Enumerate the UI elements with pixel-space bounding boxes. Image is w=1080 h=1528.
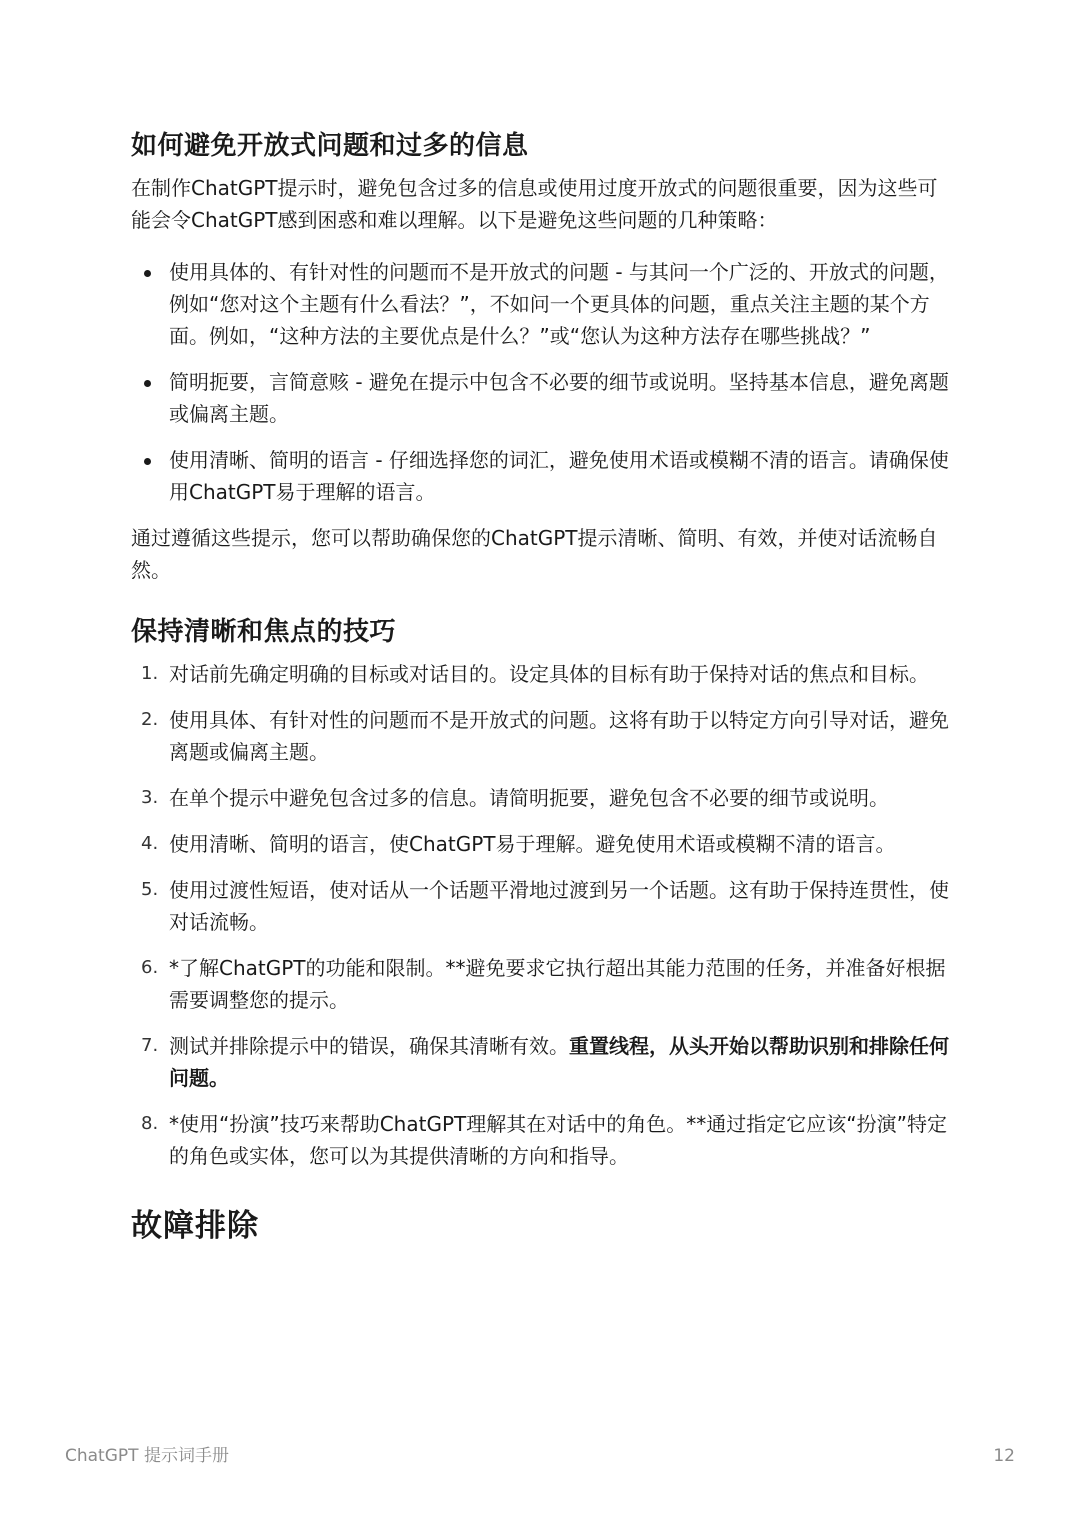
page-content	[131, 126, 951, 1248]
bullet-dot-icon	[144, 380, 151, 387]
numbered-item	[131, 828, 951, 860]
item-text: *使用“扮演”技巧来帮助ChatGPT理解其在对话中的角色。**通过指定它应该“扮演”特定的角色或实体，您可以为其提供清晰的方向和指导。	[169, 1112, 947, 1168]
bullet-item	[131, 256, 951, 352]
section-conclusion-paragraph: 通过遵循这些提示，您可以帮助确保您的ChatGPT提示清晰、简明、有效，并使对话流畅自然。	[131, 526, 938, 582]
bullet-dot-icon	[144, 458, 151, 465]
section-heading-avoid-open-questions: 如何避免开放式问题和过多的信息	[131, 131, 529, 161]
footer-book-title: ChatGPT 提示词手册	[65, 1446, 229, 1466]
item-bold-text: 重置线程，从头开始以帮助识别和排除任何问题。	[169, 1034, 949, 1090]
bullet-text: 使用具体的、有针对性的问题而不是开放式的问题 - 与其问一个广泛的、开放式的问题，例如“您对这个主题有什么看法？”，不如问一个更具体的问题，重点关注主题的某个方面。例如，“这种方法的主要优点是什么？”或“您认为这种方法存在哪些挑战？”	[169, 260, 949, 348]
item-number: 4.	[141, 833, 159, 854]
item-number: 8.	[141, 1113, 159, 1134]
numbered-item	[131, 782, 951, 814]
item-text: 使用清晰、简明的语言，使ChatGPT易于理解。避免使用术语或模糊不清的语言。	[169, 832, 896, 856]
section-intro-paragraph: 在制作ChatGPT提示时，避免包含过多的信息或使用过度开放式的问题很重要，因为这些可能会令ChatGPT感到困惑和难以理解。以下是避免这些问题的几种策略：	[131, 176, 938, 232]
item-number: 2.	[141, 709, 159, 730]
section-heading-clarity-focus: 保持清晰和焦点的技巧	[131, 617, 397, 647]
footer-page-number: 12	[993, 1446, 1015, 1466]
item-text: 在单个提示中避免包含过多的信息。请简明扼要，避免包含不必要的细节或说明。	[169, 786, 889, 810]
numbered-item	[131, 704, 951, 768]
numbered-item	[131, 1030, 951, 1094]
item-text: 测试并排除提示中的错误，确保其清晰有效。	[169, 1034, 569, 1058]
item-number: 5.	[141, 879, 159, 900]
bullet-dot-icon	[144, 270, 151, 277]
item-number: 7.	[141, 1035, 159, 1056]
item-number: 6.	[141, 957, 159, 978]
item-number: 1.	[141, 663, 159, 684]
numbered-item	[131, 952, 951, 1016]
numbered-item	[131, 874, 951, 938]
item-text: *了解ChatGPT的功能和限制。**避免要求它执行超出其能力范围的任务，并准备好根据需要调整您的提示。	[169, 956, 946, 1012]
item-text: 使用过渡性短语，使对话从一个话题平滑地过渡到另一个话题。这有助于保持连贯性，使对话流畅。	[169, 878, 949, 934]
bullet-text: 简明扼要，言简意赅 - 避免在提示中包含不必要的细节或说明。坚持基本信息，避免离题或偏离主题。	[169, 370, 949, 426]
numbered-item	[131, 658, 951, 690]
section-heading-troubleshooting: 故障排除	[131, 1208, 259, 1244]
bullet-item	[131, 366, 951, 430]
item-text: 使用具体、有针对性的问题而不是开放式的问题。这将有助于以特定方向引导对话，避免离题或偏离主题。	[169, 708, 949, 764]
item-number: 3.	[141, 787, 159, 808]
item-text: 对话前先确定明确的目标或对话目的。设定具体的目标有助于保持对话的焦点和目标。	[169, 662, 929, 686]
numbered-item	[131, 1108, 951, 1172]
tips-numbered-list	[131, 658, 951, 1172]
strategy-bullet-list	[131, 256, 951, 508]
bullet-text: 使用清晰、简明的语言 - 仔细选择您的词汇，避免使用术语或模糊不清的语言。请确保使用ChatGPT易于理解的语言。	[169, 448, 949, 504]
bullet-item	[131, 444, 951, 508]
